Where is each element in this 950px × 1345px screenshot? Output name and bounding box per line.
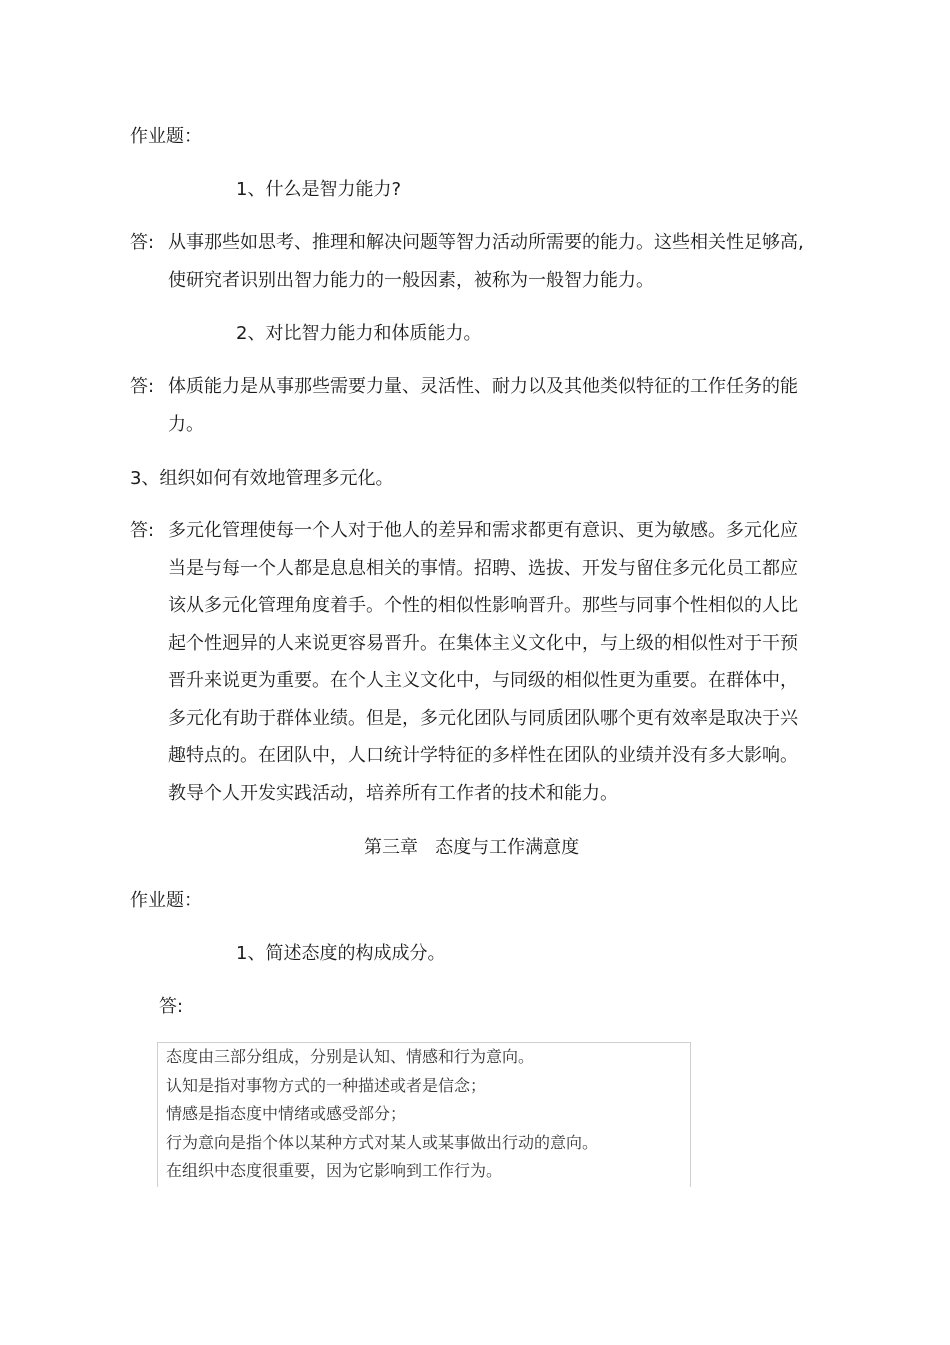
answer-label: 答: [159,996,184,1017]
answer-line: 教导个人开发实践活动，培养所有工作者的技术和能力。 [168,782,618,804]
answer-line: 多元化有助于群体业绩。但是，多元化团队与同质团队哪个更有效率是取决于兴 [168,707,798,729]
answer-line: 起个性迥异的人来说更容易晋升。在集体主义文化中，与上级的相似性对于干预 [168,632,798,654]
homework-label: 作业题： [130,890,202,911]
answer-label: 答: [130,520,155,541]
box-line: 在组织中态度很重要，因为它影响到工作行为。 [166,1161,503,1180]
answer-line: 从事那些如思考、推理和解决问题等智力活动所需要的能力。这些相关性足够高, [168,232,804,253]
box-line: 行为意向是指个体以某种方式对某人或某事做出行动的意向。 [166,1132,599,1152]
answer-line: 晋升来说更为重要。在个人主义文化中，与同级的相似性更为重要。在群体中， [168,670,798,691]
question-1: 1、什么是智力能力? [236,179,402,200]
homework-label: 作业题： [130,126,202,147]
answer-line: 体质能力是从事那些需要力量、灵活性、耐力以及其他类似特征的工作任务的能 [168,376,798,397]
answer-line: 使研究者识别出智力能力的一般因素，被称为一般智力能力。 [168,269,654,291]
answer-label: 答: [130,376,155,397]
answer-image-box [157,1042,691,1187]
answer-line: 当是与每一个人都是息息相关的事情。招聘、选拔、开发与留住多元化员工都应 [168,557,798,579]
chapter-title: 第三章 态度与工作满意度 [364,837,580,858]
box-line: 情感是指态度中情绪或感受部分； [166,1104,407,1123]
box-line: 态度由三部分组成，分别是认知、情感和行为意向。 [166,1047,535,1066]
answer-line: 趣特点的。在团队中，人口统计学特征的多样性在团队的业绩并没有多大影响。 [168,745,798,766]
question-4: 1、简述态度的构成成分。 [236,943,446,964]
box-line: 认知是指对事物方式的一种描述或者是信念； [166,1075,487,1095]
answer-line: 多元化管理使每一个人对于他人的差异和需求都更有意识、更为敏感。多元化应 [168,520,798,541]
question-2: 2、对比智力能力和体质能力。 [236,323,482,344]
answer-line: 该从多元化管理角度着手。个性的相似性影响晋升。那些与同事个性相似的人比 [168,595,798,616]
answer-label: 答: [130,232,155,253]
answer-line: 力。 [168,413,204,435]
question-3: 3、组织如何有效地管理多元化。 [130,468,394,489]
